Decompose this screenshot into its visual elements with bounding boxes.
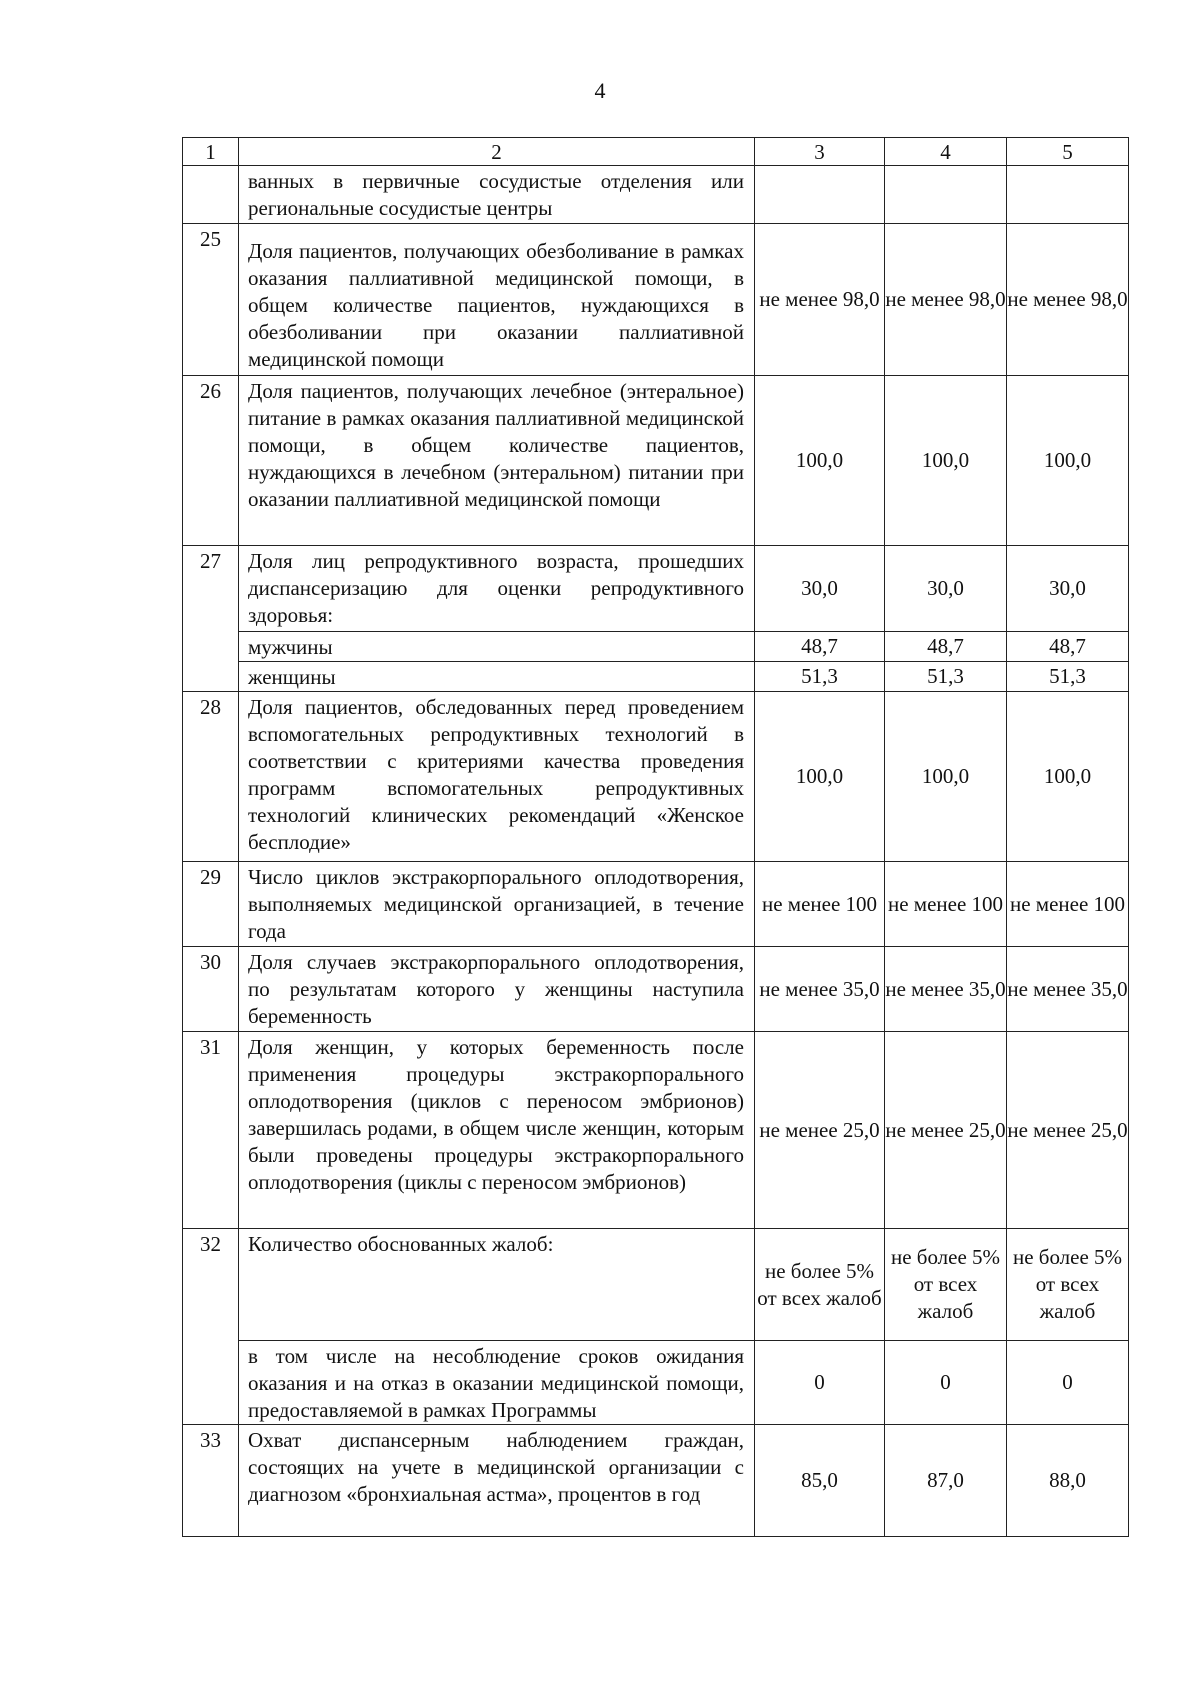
value-cell: не менее 98,0 xyxy=(1007,224,1129,376)
row-number: 26 xyxy=(183,376,239,546)
table-row xyxy=(183,1341,1129,1425)
row-number: 33 xyxy=(183,1425,239,1537)
value-cell: 100,0 xyxy=(1007,376,1129,546)
value-cell xyxy=(1007,166,1129,224)
table-row xyxy=(183,224,1129,376)
value-cell: 48,7 xyxy=(885,632,1007,662)
indicator-text: ванных в первичные сосудистые отделения или региональные сосудистые центры xyxy=(239,166,755,224)
indicator-text: Число циклов экстракорпорального оплодотворения, выполняемых медицинской организацией, в течение года xyxy=(239,862,755,947)
indicator-text: Доля случаев экстракорпорального оплодотворения, по результатам которого у женщины наступила беременность xyxy=(239,947,755,1032)
value-cell: 100,0 xyxy=(755,692,885,862)
table-row xyxy=(183,862,1129,947)
column-header: 3 xyxy=(755,138,885,166)
value-cell: 30,0 xyxy=(1007,546,1129,632)
column-header: 2 xyxy=(239,138,755,166)
table-row xyxy=(183,1032,1129,1229)
indicator-text: Доля женщин, у которых беременность после применения процедуры экстракорпорального оплодотворения (циклов с переносом эмбрионов) завершилась родами, в общем числе женщин, которым были проведены процедуры экстракорпорального оплодотворения (циклы с переносом эмбрионов) xyxy=(239,1032,755,1229)
indicator-text: женщины xyxy=(239,662,755,692)
value-cell: 30,0 xyxy=(885,546,1007,632)
value-cell: 51,3 xyxy=(885,662,1007,692)
value-cell: 87,0 xyxy=(885,1425,1007,1537)
table-row xyxy=(183,632,1129,662)
value-cell: 0 xyxy=(885,1341,1007,1425)
value-cell: 30,0 xyxy=(755,546,885,632)
row-number: 28 xyxy=(183,692,239,862)
table-row xyxy=(183,947,1129,1032)
value-cell: не менее 98,0 xyxy=(885,224,1007,376)
value-cell: 88,0 xyxy=(1007,1425,1129,1537)
value-cell: 100,0 xyxy=(885,692,1007,862)
value-cell: 100,0 xyxy=(1007,692,1129,862)
value-cell: 0 xyxy=(755,1341,885,1425)
value-cell: не менее 35,0 xyxy=(885,947,1007,1032)
value-cell: не менее 100 xyxy=(755,862,885,947)
value-cell: не менее 35,0 xyxy=(1007,947,1129,1032)
value-cell: 85,0 xyxy=(755,1425,885,1537)
row-number: 31 xyxy=(183,1032,239,1229)
value-cell: не менее 100 xyxy=(1007,862,1129,947)
indicator-text: мужчины xyxy=(239,632,755,662)
value-cell xyxy=(885,166,1007,224)
row-number: 32 xyxy=(183,1229,239,1425)
value-cell: 48,7 xyxy=(755,632,885,662)
row-number xyxy=(183,166,239,224)
table-row xyxy=(183,166,1129,224)
row-number: 30 xyxy=(183,947,239,1032)
indicator-text: Доля пациентов, получающих лечебное (энтеральное) питание в рамках оказания паллиативной медицинской помощи, в общем количестве пациентов, нуждающихся в лечебном (энтеральном) питании при оказании паллиативной медицинской помощи xyxy=(239,376,755,546)
column-header: 4 xyxy=(885,138,1007,166)
row-number: 29 xyxy=(183,862,239,947)
column-header: 1 xyxy=(183,138,239,166)
table-row xyxy=(183,1229,1129,1341)
value-cell: не менее 100 xyxy=(885,862,1007,947)
table-row xyxy=(183,376,1129,546)
value-cell: не более 5% от всех жалоб xyxy=(755,1229,885,1341)
indicators-table xyxy=(182,137,1129,1537)
value-cell: не менее 25,0 xyxy=(1007,1032,1129,1229)
table-row xyxy=(183,546,1129,632)
table-header-row xyxy=(183,138,1129,166)
row-number: 25 xyxy=(183,224,239,376)
value-cell: 48,7 xyxy=(1007,632,1129,662)
indicator-text: Доля пациентов, обследованных перед проведением вспомогательных репродуктивных технологий в соответствии с критериями качества проведения программ вспомогательных репродуктивных технологий клинических рекомендаций «Женское бесплодие» xyxy=(239,692,755,862)
value-cell xyxy=(755,166,885,224)
row-number: 27 xyxy=(183,546,239,692)
page-number: 4 xyxy=(594,78,606,103)
value-cell: 100,0 xyxy=(755,376,885,546)
value-cell: 51,3 xyxy=(1007,662,1129,692)
table-row xyxy=(183,662,1129,692)
column-header: 5 xyxy=(1007,138,1129,166)
indicator-text: Доля лиц репродуктивного возраста, прошедших диспансеризацию для оценки репродуктивного здоровья: xyxy=(239,546,755,632)
indicator-text: Доля пациентов, получающих обезболивание в рамках оказания паллиативной медицинской помощи, в общем количестве пациентов, нуждающихся в обезболивании при оказании паллиативной медицинской помощи xyxy=(239,224,755,376)
value-cell: не более 5% от всех жалоб xyxy=(885,1229,1007,1341)
value-cell: 100,0 xyxy=(885,376,1007,546)
value-cell: не менее 35,0 xyxy=(755,947,885,1032)
value-cell: не менее 25,0 xyxy=(885,1032,1007,1229)
table-row xyxy=(183,692,1129,862)
indicator-text: в том числе на несоблюдение сроков ожидания оказания и на отказ в оказании медицинской помощи, предоставляемой в рамках Программы xyxy=(239,1341,755,1425)
value-cell: 0 xyxy=(1007,1341,1129,1425)
indicator-text: Количество обоснованных жалоб: xyxy=(239,1229,755,1341)
value-cell: не менее 25,0 xyxy=(755,1032,885,1229)
value-cell: 51,3 xyxy=(755,662,885,692)
table-row xyxy=(183,1425,1129,1537)
value-cell: не более 5% от всех жалоб xyxy=(1007,1229,1129,1341)
indicator-text: Охват диспансерным наблюдением граждан, состоящих на учете в медицинской организации с диагнозом «бронхиальная астма», процентов в год xyxy=(239,1425,755,1537)
value-cell: не менее 98,0 xyxy=(755,224,885,376)
